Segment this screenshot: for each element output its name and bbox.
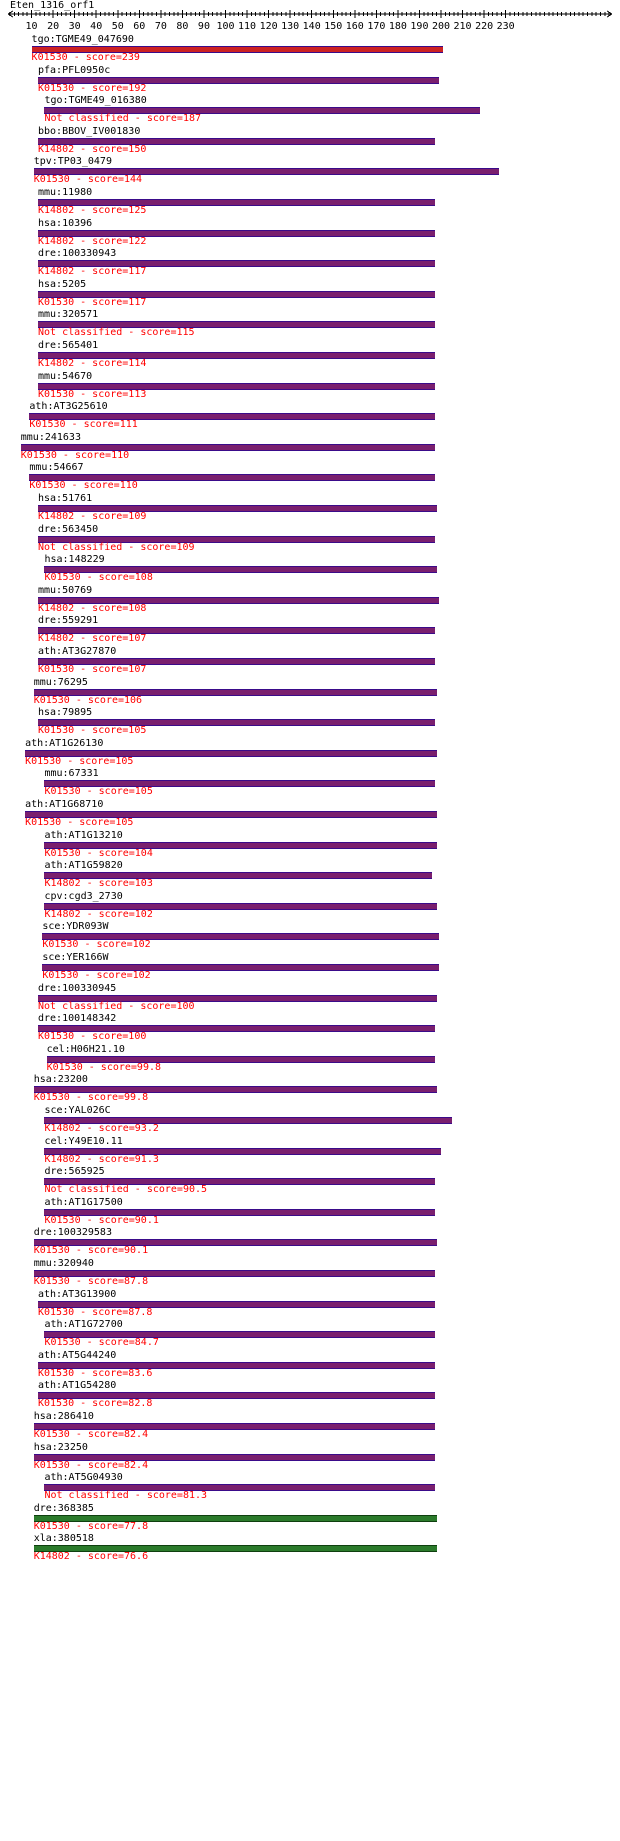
hit-score-label: K01530 - score=113 — [38, 388, 147, 400]
ruler-tick-label: 220 — [475, 21, 494, 32]
hit-score-label: K01530 - score=105 — [38, 725, 147, 737]
hit-name[interactable]: ath:AT3G13900 — [38, 1288, 117, 1300]
hit-score-label: K14802 - score=103 — [44, 878, 153, 890]
hit-score-label: K01530 - score=117 — [38, 296, 147, 308]
hit-name[interactable]: cel:Y49E10.11 — [44, 1135, 123, 1147]
ruler-tick-label: 230 — [496, 21, 515, 32]
hit-score-label: K01530 - score=100 — [38, 1031, 147, 1043]
hit-score-label: K14802 - score=93.2 — [44, 1123, 159, 1134]
hit-name[interactable]: bbo:BBOV_IV001830 — [38, 125, 141, 137]
hit-score-label: K14802 - score=107 — [38, 633, 147, 645]
hit-name[interactable]: dre:100330943 — [38, 248, 117, 260]
hit-name[interactable]: dre:559291 — [38, 615, 99, 627]
ruler-tick-label: 10 — [25, 21, 38, 32]
hit-name[interactable]: hsa:5205 — [38, 278, 87, 290]
hit-score-label: K01530 - score=144 — [33, 174, 143, 186]
ruler-tick-label: 140 — [302, 21, 321, 32]
hit-name[interactable]: sce:YDR093W — [42, 921, 109, 933]
hit-name[interactable]: sce:YER166W — [42, 952, 109, 963]
hit-score-label: K01530 - score=77.8 — [33, 1520, 149, 1532]
hit-name[interactable]: mmu:50769 — [38, 584, 93, 596]
hit-score-label: K01530 - score=102 — [42, 939, 151, 951]
ruler-tick-label: 100 — [216, 21, 235, 32]
hit-name[interactable]: pfa:PFL0950c — [38, 64, 111, 76]
hit-name[interactable]: dre:368385 — [33, 1502, 94, 1514]
hit-name[interactable]: sce:YAL026C — [44, 1105, 111, 1116]
hit-score-label: K01530 - score=102 — [42, 970, 151, 981]
hit-name[interactable]: mmu:76295 — [33, 676, 88, 688]
hit-name[interactable]: ath:AT5G04930 — [44, 1472, 123, 1484]
hit-score-label: K01530 - score=82.4 — [33, 1429, 149, 1440]
hit-score-label: K01530 - score=110 — [29, 480, 138, 492]
hit-score-label: K14802 - score=125 — [38, 205, 147, 216]
hit-name[interactable]: ath:AT1G26130 — [25, 737, 104, 749]
hit-name[interactable]: mmu:241633 — [20, 431, 81, 443]
hit-name[interactable]: xla:380518 — [33, 1533, 94, 1545]
hit-score-label: K01530 - score=83.6 — [38, 1367, 153, 1379]
hit-score-label: K01530 - score=84.7 — [44, 1337, 159, 1349]
hit-name[interactable]: hsa:10396 — [38, 217, 93, 229]
hit-name[interactable]: ath:AT1G68710 — [25, 799, 104, 810]
hit-score-label: K14802 - score=114 — [38, 358, 147, 369]
hit-score-label: K01530 - score=107 — [38, 664, 147, 675]
ruler-tick-label: 200 — [431, 21, 451, 32]
hit-score-label: K01530 - score=105 — [44, 786, 153, 798]
hit-score-label: K01530 - score=105 — [25, 817, 134, 828]
ruler-tick-label: 160 — [345, 21, 364, 32]
hit-name[interactable]: mmu:320571 — [38, 309, 99, 321]
hit-score-label: K01530 - score=104 — [44, 847, 153, 859]
hit-score-label: K01530 - score=99.8 — [33, 1092, 149, 1104]
hit-name[interactable]: mmu:67331 — [44, 768, 99, 780]
hit-name[interactable]: dre:100148342 — [38, 1013, 117, 1025]
hit-name[interactable]: mmu:11980 — [38, 187, 93, 198]
hit-name[interactable]: dre:565401 — [38, 340, 99, 351]
hit-score-label: K14802 - score=150 — [38, 143, 147, 155]
hit-name[interactable]: hsa:79895 — [38, 707, 93, 719]
hit-name[interactable]: ath:AT1G72700 — [44, 1319, 123, 1331]
hit-score-label: K01530 - score=87.8 — [38, 1306, 153, 1318]
ruler-tick-label: 20 — [47, 21, 60, 32]
hit-name[interactable]: hsa:148229 — [44, 554, 105, 566]
ruler-tick-label: 210 — [453, 21, 472, 32]
hit-name[interactable]: hsa:23200 — [33, 1074, 88, 1086]
query-title: Eten_1316_orf1 — [10, 0, 95, 11]
hit-score-label: K01530 - score=110 — [20, 449, 130, 461]
hit-name[interactable]: dre:100330945 — [38, 982, 117, 994]
hit-score-label: K01530 - score=99.8 — [46, 1061, 162, 1073]
hit-score-label: K01530 - score=108 — [44, 572, 153, 584]
hit-name[interactable]: mmu:54667 — [29, 462, 84, 474]
hit-score-label: K01530 - score=192 — [38, 82, 147, 94]
hit-name[interactable]: tpv:TP03_0479 — [33, 156, 112, 168]
hit-name[interactable]: mmu:54670 — [38, 370, 93, 382]
hit-score-label: Not classified - score=90.5 — [44, 1184, 208, 1196]
hit-score-label: K01530 - score=239 — [31, 52, 140, 63]
hit-name[interactable]: mmu:320940 — [33, 1258, 94, 1269]
ruler-tick-label: 70 — [154, 21, 167, 32]
hit-name[interactable]: hsa:286410 — [33, 1411, 94, 1422]
hit-name[interactable]: ath:AT3G27870 — [38, 646, 117, 657]
hit-name[interactable]: ath:AT1G17500 — [44, 1196, 123, 1208]
hit-score-label: K14802 - score=102 — [44, 908, 153, 920]
ruler-tick-label: 60 — [133, 21, 146, 32]
hit-score-label: K01530 - score=106 — [33, 694, 143, 706]
hit-name[interactable]: ath:AT1G54280 — [38, 1380, 117, 1392]
hit-name[interactable]: ath:AT1G13210 — [44, 829, 123, 841]
ruler-tick-label: 90 — [197, 21, 210, 32]
ruler-tick-label: 30 — [68, 21, 81, 32]
ruler-tick-label: 190 — [410, 21, 429, 32]
hit-name[interactable]: dre:563450 — [38, 523, 99, 535]
hit-score-label: K14802 - score=117 — [38, 266, 147, 278]
ruler-tick-label: 110 — [238, 21, 257, 32]
hit-name[interactable]: dre:100329583 — [33, 1227, 112, 1239]
hit-name[interactable]: ath:AT1G59820 — [44, 860, 123, 872]
ruler-tick-label: 120 — [259, 21, 278, 32]
hit-name[interactable]: hsa:23250 — [33, 1441, 88, 1453]
hit-score-label: K01530 - score=105 — [25, 755, 134, 767]
hit-name[interactable]: ath:AT3G25610 — [29, 401, 108, 413]
hit-score-label: K01530 - score=90.1 — [33, 1245, 149, 1257]
ruler-tick-label: 170 — [367, 21, 386, 32]
hit-score-label: K14802 - score=109 — [38, 511, 147, 522]
hit-score-label: K01530 - score=111 — [29, 419, 138, 431]
hit-name[interactable]: hsa:51761 — [38, 493, 93, 504]
hit-score-label: K01530 - score=82.8 — [38, 1398, 153, 1410]
hit-name[interactable]: dre:565925 — [44, 1166, 105, 1178]
ruler-tick-label: 80 — [176, 21, 189, 32]
hit-score-label: K14802 - score=76.6 — [33, 1551, 149, 1563]
hit-score-label: Not classified - score=115 — [38, 327, 195, 339]
ruler-tick-label: 50 — [111, 21, 124, 32]
hit-score-label: Not classified - score=109 — [38, 541, 195, 553]
hit-score-label: K14802 - score=108 — [38, 602, 147, 614]
ruler-tick-label: 180 — [388, 21, 407, 32]
hit-name[interactable]: cel:H06H21.10 — [46, 1043, 125, 1055]
hit-score-label: K01530 - score=87.8 — [33, 1276, 149, 1287]
hit-score-label: K01530 - score=90.1 — [44, 1214, 159, 1226]
hit-score-label: Not classified - score=187 — [44, 113, 202, 125]
hit-name[interactable]: tgo:TGME49_047690 — [31, 34, 134, 45]
ruler-tick-label: 130 — [281, 21, 300, 32]
hit-name[interactable]: tgo:TGME49_016380 — [44, 95, 147, 107]
hit-score-label: Not classified - score=81.3 — [44, 1490, 208, 1502]
hit-name[interactable]: ath:AT5G44240 — [38, 1349, 117, 1361]
hit-score-label: Not classified - score=100 — [38, 1000, 195, 1012]
hit-score-label: K14802 - score=122 — [38, 235, 147, 247]
hit-name[interactable]: cpv:cgd3_2730 — [44, 890, 123, 902]
ruler-tick-label: 40 — [90, 21, 103, 32]
ruler-tick-label: 150 — [324, 21, 343, 32]
hit-score-label: K14802 - score=91.3 — [44, 1153, 159, 1165]
hit-score-label: K01530 - score=82.4 — [33, 1459, 149, 1471]
